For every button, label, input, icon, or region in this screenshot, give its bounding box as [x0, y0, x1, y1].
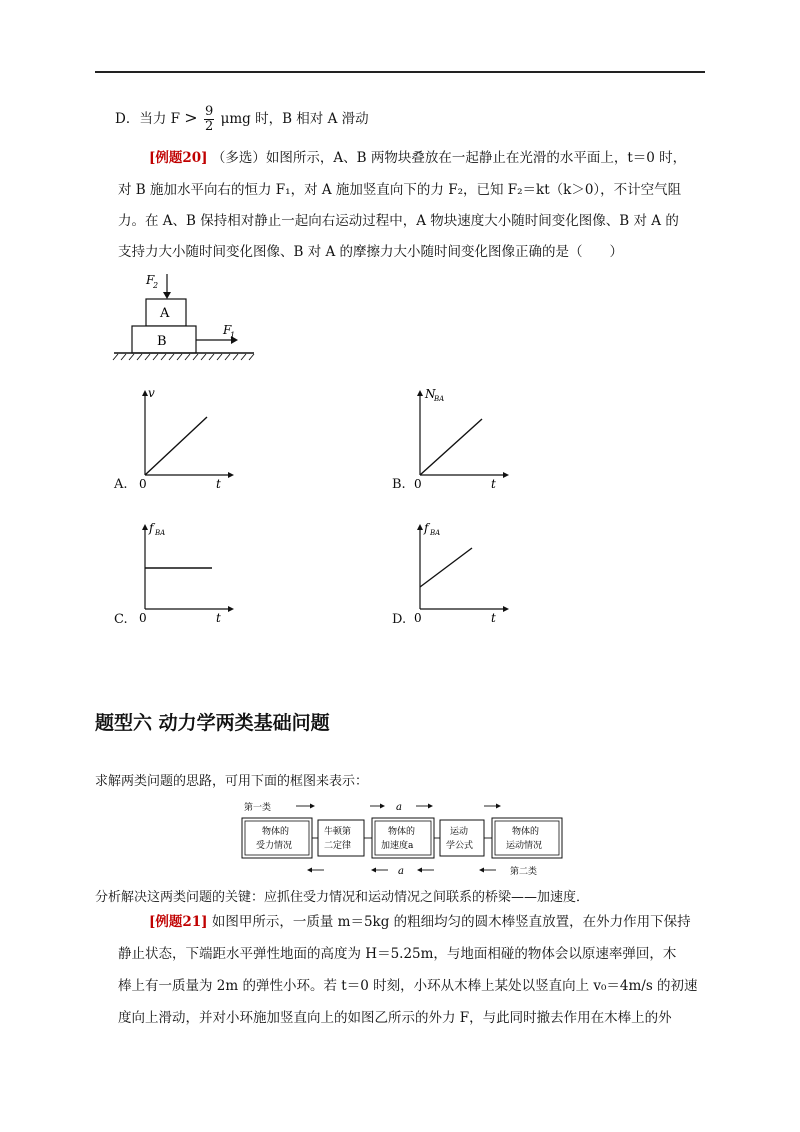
option-d-fraction	[204, 105, 214, 134]
flow-box5-line2: 运动情况	[506, 841, 543, 851]
flow-a-top: a	[396, 802, 402, 813]
key-point: 分析解决这两类问题的关键：应抓住受力情况和运动情况之间联系的桥梁——加速度．	[95, 890, 590, 905]
graph-c-origin: 0	[139, 611, 147, 625]
example21-line1	[149, 912, 691, 932]
flow-box3-line2: 加速度a	[381, 841, 414, 851]
flow-box1-line2: 受力情况	[256, 841, 293, 851]
graph-a-ylabel: v	[148, 386, 155, 400]
block-b-label: B	[157, 334, 167, 349]
graph-d-line	[420, 548, 472, 587]
example21-tag: [例题21]	[149, 914, 208, 930]
intro-text: 求解两类问题的思路，可用下面的框图来表示：	[95, 774, 369, 789]
flowchart	[238, 798, 568, 882]
graph-d-origin: 0	[414, 611, 422, 625]
f1-label: F	[223, 323, 232, 337]
graph-a-xlabel: t	[216, 477, 221, 491]
graph-d-ysub: BA	[430, 529, 441, 537]
graph-b-origin: 0	[414, 477, 422, 491]
graph-b-line	[420, 419, 482, 475]
graph-a	[130, 382, 240, 492]
graph-a-line	[145, 417, 207, 475]
fraction-denominator: 2	[204, 119, 214, 134]
f2-sub: 2	[153, 281, 159, 290]
flow-box4-line2: 学公式	[446, 841, 474, 851]
section-heading: 题型六 动力学两类基础问题	[95, 712, 330, 734]
graph-d	[405, 516, 515, 626]
graph-b-xlabel: t	[491, 477, 496, 491]
graph-b-ylabel: N	[425, 387, 436, 401]
example21-line2: 静止状态，下端距水平弹性地面的高度为 H＝5.25m，与地面相碰的物体会以原速率弹回，木	[118, 946, 677, 962]
graph-b-ysub: BA	[434, 395, 445, 403]
f1-sub: 1	[230, 331, 236, 340]
flow-box2-line2: 二定律	[324, 841, 352, 851]
example21-text1: 如图甲所示，一质量 m＝5kg 的粗细均匀的圆木棒竖直放置，在外力作用下保持	[211, 914, 691, 930]
graph-b	[405, 382, 515, 492]
option-a-label: A.	[114, 477, 128, 492]
option-d-line	[115, 103, 369, 134]
graph-c-ylabel: f	[149, 521, 154, 535]
example20-text1: （多选）如图所示，A、B 两物块叠放在一起静止在光滑的水平面上，t＝0 时，	[211, 150, 687, 166]
flow-box4-line1: 运动	[450, 827, 469, 837]
graph-a-origin: 0	[139, 477, 147, 491]
option-c-label: C.	[114, 612, 128, 627]
header-rule	[95, 71, 705, 73]
flow-box5-line1: 物体的	[512, 827, 540, 837]
graph-c-xlabel: t	[216, 611, 221, 625]
option-d-gt: >	[184, 108, 198, 127]
flow-box1-line1: 物体的	[262, 827, 290, 837]
ground-hatching	[113, 354, 254, 360]
example20-line1	[149, 148, 686, 168]
graph-c	[130, 516, 240, 626]
f2-label: F	[146, 273, 155, 287]
example20-line2: 对 B 施加水平向右的恒力 F₁，对 A 施加竖直向下的力 F₂，已知 F₂＝kt（k＞0），不计空气阻	[118, 182, 682, 198]
flow-box-acceleration	[372, 818, 434, 858]
option-b-label: B.	[392, 477, 406, 492]
block-a-label: A	[160, 306, 170, 321]
graph-d-xlabel: t	[491, 611, 496, 625]
example20-line3: 力。在 A、B 保持相对静止一起向右运动过程中，A 物块速度大小随时间变化图像、B 对 A 的	[118, 213, 679, 229]
block-diagram	[110, 268, 260, 368]
graph-c-ysub: BA	[155, 529, 166, 537]
fraction-numerator: 9	[204, 104, 214, 119]
flow-second-type: 第二类	[510, 867, 538, 877]
flow-box3-line1: 物体的	[388, 827, 416, 837]
option-d-suffix: μmg 时，B 相对 A 滑动	[220, 111, 369, 127]
example21-line3: 棒上有一质量为 2m 的弹性小环。若 t＝0 时刻，小环从木棒上某处以竖直向上 v₀＝4m/s 的初速	[118, 978, 698, 994]
flow-box2-line1: 牛顿第	[324, 827, 352, 837]
flow-a-bottom: a	[398, 866, 404, 877]
example20-tag: [例题20]	[149, 150, 208, 166]
example20-line4: 支持力大小随时间变化图像、B 对 A 的摩擦力大小随时间变化图像正确的是（ ）	[118, 244, 624, 260]
example21-line4: 度向上滑动，并对小环施加竖直向上的如图乙所示的外力 F，与此同时撤去作用在木棒上的外	[118, 1010, 672, 1026]
graph-d-ylabel: f	[424, 521, 429, 535]
flow-first-type: 第一类	[244, 803, 272, 813]
option-d-graph-label: D.	[392, 612, 407, 627]
flow-box-motion	[492, 818, 562, 858]
option-d-prefix: D．当力 F	[115, 111, 180, 127]
flow-box-force	[242, 818, 312, 858]
